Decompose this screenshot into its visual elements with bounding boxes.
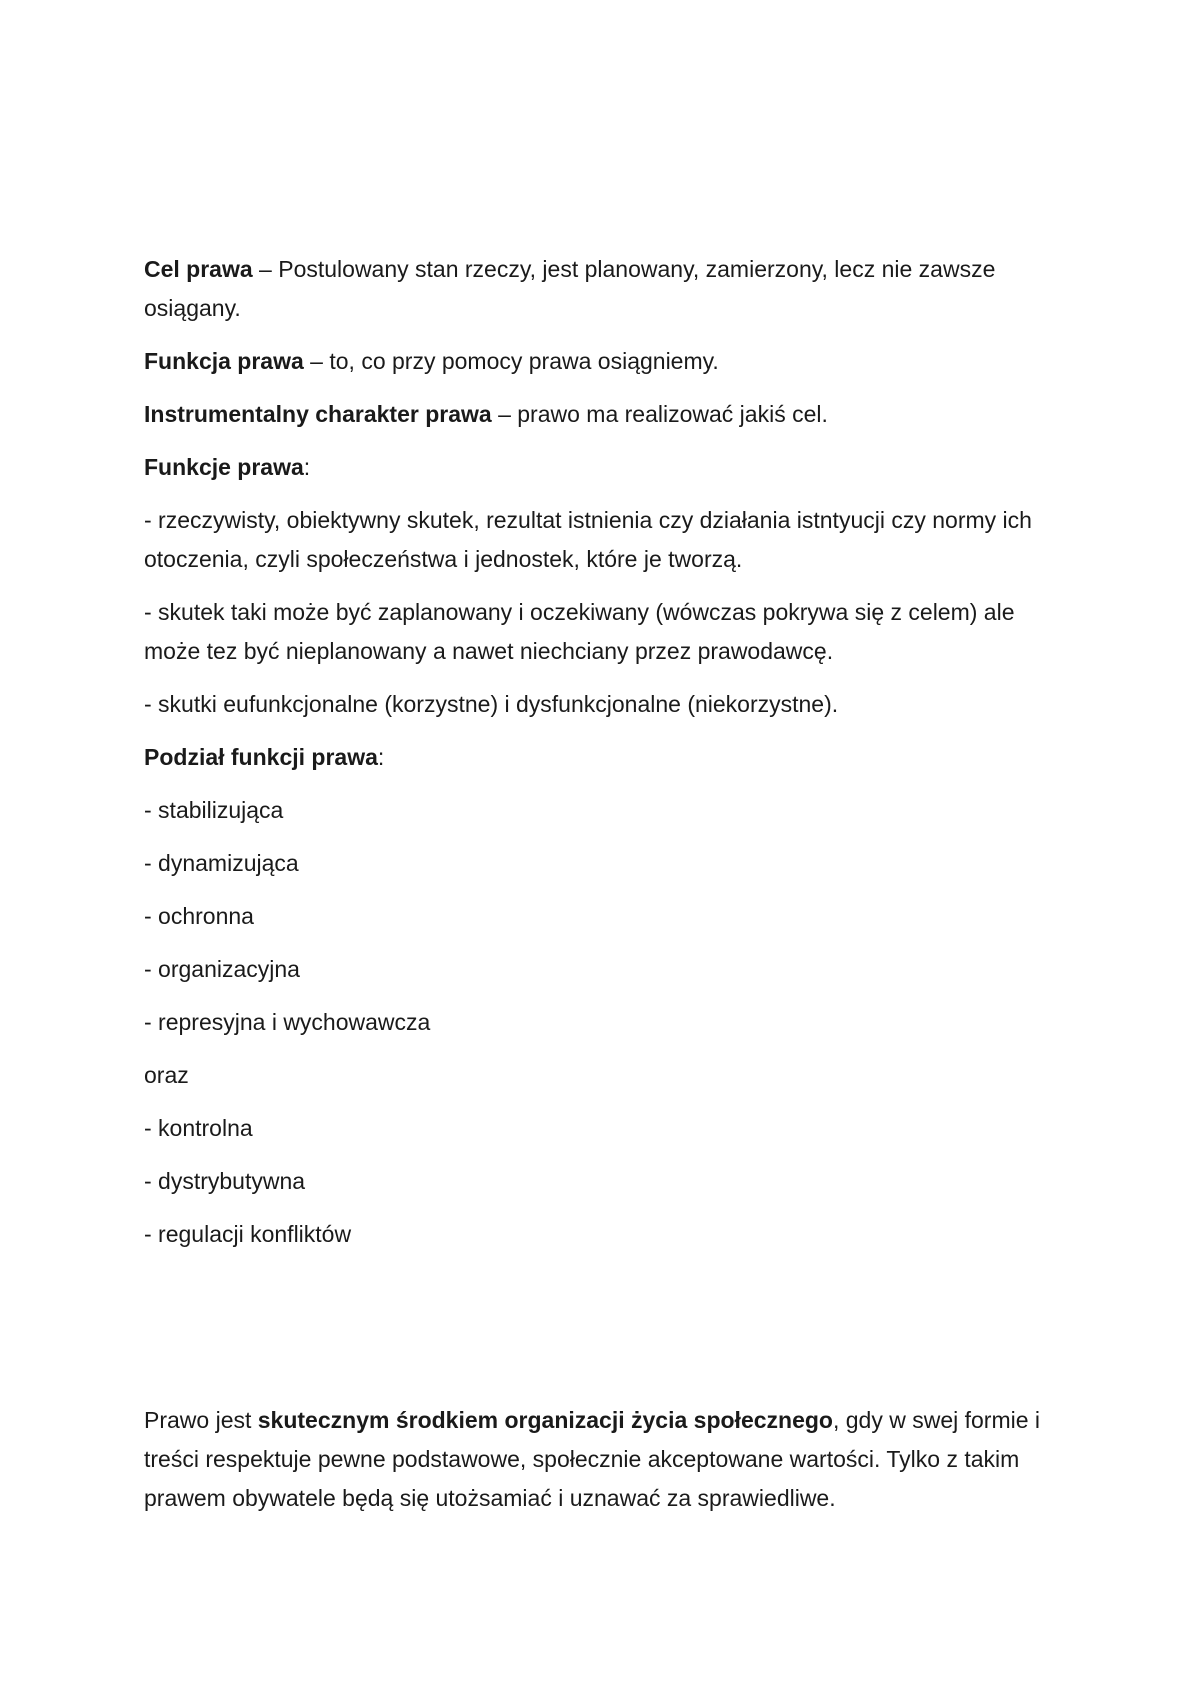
list-item: - kontrolna xyxy=(144,1115,253,1141)
list-item: - stabilizująca xyxy=(144,797,284,823)
list-item: - ochronna xyxy=(144,903,254,929)
closing-after: , gdy w swej formie i treści respektuje pewne podstawowe, społecznie akceptowane wartości. Tylko z takim prawem obywatele będą się utożsamiać i uznawać za sprawiedliwe. xyxy=(144,1407,1041,1511)
heading-suffix: : xyxy=(377,744,385,770)
definition-instrumentalny-charakter xyxy=(144,395,1064,434)
definition-term: Instrumentalny charakter prawa xyxy=(144,401,492,427)
heading-term: Podział funkcji prawa xyxy=(144,744,378,770)
heading-suffix: : xyxy=(303,454,311,480)
heading-term: Funkcje prawa xyxy=(144,454,304,480)
funkcje-point: - skutek taki może być zaplanowany i oczekiwany (wówczas pokrywa się z celem) ale może tez być nieplanowany a nawet niechciany przez prawodawcę. xyxy=(144,599,1015,664)
closing-paragraph xyxy=(144,1401,1064,1518)
list-item: - represyjna i wychowawcza xyxy=(144,1009,431,1035)
document-body xyxy=(144,250,1064,1268)
heading-funkcje-prawa xyxy=(144,448,1064,487)
definition-text: – Postulowany stan rzeczy, jest planowany, zamierzony, lecz nie zawsze osiągany. xyxy=(144,256,996,321)
list-item: - organizacyjna xyxy=(144,956,300,982)
closing-bold: skutecznym środkiem organizacji życia społecznego xyxy=(257,1407,833,1433)
oraz-label: oraz xyxy=(144,1062,189,1088)
funkcje-point: - skutki eufunkcjonalne (korzystne) i dysfunkcjonalne (niekorzystne). xyxy=(144,691,839,717)
definition-term: Funkcja prawa xyxy=(144,348,304,374)
definition-term: Cel prawa xyxy=(144,256,253,282)
list-item: - dystrybutywna xyxy=(144,1168,306,1194)
closing-before: Prawo jest xyxy=(144,1407,258,1433)
list-item: - regulacji konfliktów xyxy=(144,1221,352,1247)
heading-podzial-funkcji xyxy=(144,738,1064,777)
list-item: - dynamizująca xyxy=(144,850,299,876)
definition-text: – prawo ma realizować jakiś cel. xyxy=(491,401,828,427)
definition-funkcja-prawa xyxy=(144,342,1064,381)
definition-cel-prawa xyxy=(144,250,1064,328)
funkcje-point: - rzeczywisty, obiektywny skutek, rezultat istnienia czy działania istntyucji czy normy ich otoczenia, czyli społeczeństwa i jednostek, które je tworzą. xyxy=(144,507,1032,572)
definition-text: – to, co przy pomocy prawa osiągniemy. xyxy=(303,348,719,374)
